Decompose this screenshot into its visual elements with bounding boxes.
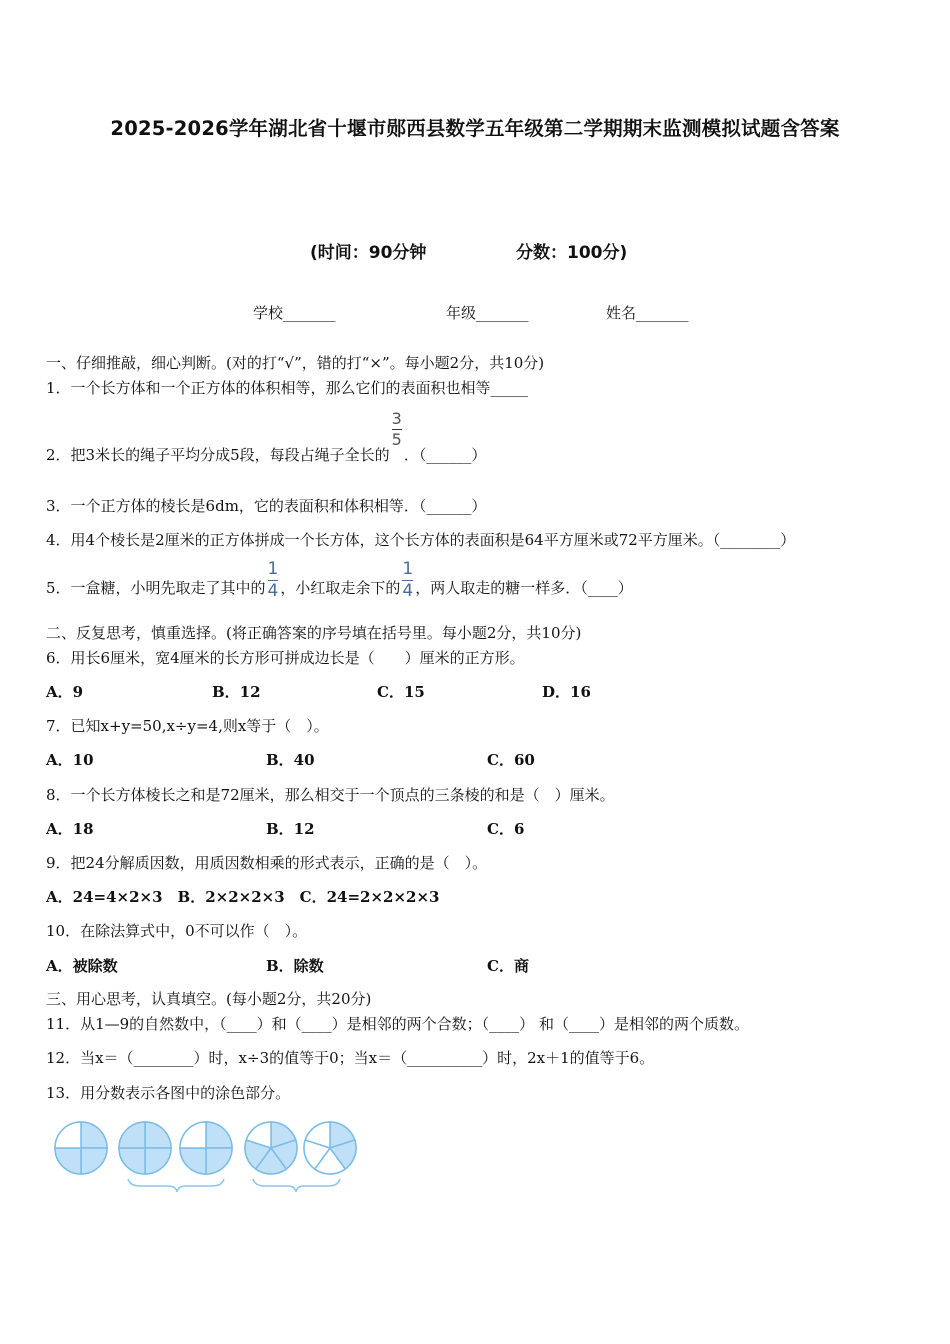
question-9-options: A．24=4×2×3 B．2×2×2×3 C．24=2×2×2×3 [46, 888, 440, 906]
question-6-option-a: A．9 [46, 683, 84, 701]
fraction-circle-5 [304, 1122, 356, 1174]
question-7-option-a: A．10 [46, 751, 94, 769]
section1-heading: 一、仔细推敲，细心判断。(对的打“√”，错的打“×”。每小题2分，共10分) [46, 354, 545, 372]
exam-time: (时间：90分钟 [310, 243, 427, 263]
question-5-text-c: ，两人取走的糖一样多．（____） [415, 578, 633, 597]
question-6-option-d: D．16 [542, 683, 591, 701]
school-field: 学校_______ [253, 304, 336, 322]
shaded-sector [119, 1148, 145, 1174]
question-1: 1．一个长方体和一个正方体的体积相等，那么它们的表面积也相等_____ [46, 379, 529, 397]
shaded-sector [55, 1148, 81, 1174]
shaded-sector [145, 1122, 171, 1148]
question-5 [46, 561, 633, 600]
name-field: 姓名_______ [606, 304, 689, 322]
question-6-option-b: B．12 [212, 683, 261, 701]
question-10: 10．在除法算式中，0不可以作（ ）。 [46, 922, 308, 940]
shaded-sector [81, 1148, 107, 1174]
shaded-sector [81, 1122, 107, 1148]
circles-group [55, 1122, 356, 1174]
question-2-blank: ．（______） [403, 445, 487, 464]
question-10-option-a: A．被除数 [46, 957, 118, 975]
question-5-text-b: ，小红取走余下的 [280, 578, 401, 597]
question-8-option-b: B．12 [266, 820, 315, 838]
fraction-numerator: 1 [267, 559, 279, 579]
fraction-numerator: 1 [402, 559, 414, 579]
fraction-3-5 [392, 411, 402, 448]
shaded-sector [206, 1122, 232, 1148]
fraction-1-4-b [402, 561, 413, 600]
question-7-option-b: B．40 [266, 751, 315, 769]
fraction-1-4-a [268, 561, 279, 600]
shaded-sector [145, 1148, 171, 1174]
fraction-circle-2 [119, 1122, 171, 1174]
brace-right [253, 1179, 340, 1192]
question-2 [46, 409, 487, 464]
exam-score: 分数：100分) [516, 243, 628, 263]
grade-field: 年级_______ [446, 304, 529, 322]
fraction-denominator: 4 [402, 581, 414, 601]
page-title: 2025-2026学年湖北省十堰市郧西县数学五年级第二学期期末监测模拟试题含答案 [110, 117, 840, 140]
question-7: 7．已知x+y=50,x÷y=4,则x等于（ ）。 [46, 717, 329, 735]
fraction-circle-3 [180, 1122, 232, 1174]
section2-heading: 二、反复思考，慎重选择。(将正确答案的序号填在括号里。每小题2分，共10分) [46, 624, 582, 642]
question-8-option-a: A．18 [46, 820, 94, 838]
fraction-denominator: 4 [267, 581, 279, 601]
question-10-option-b: B．除数 [266, 957, 324, 975]
question-9: 9．把24分解质因数，用质因数相乘的形式表示，正确的是（ ）。 [46, 854, 488, 872]
question-2-text: 2．把3米长的绳子平均分成5段，每段占绳子全长的 [46, 445, 390, 464]
question-3: 3．一个正方体的棱长是6dm，它的表面积和体积相等．（______） [46, 497, 487, 515]
fraction-circles-figure [40, 1110, 380, 1200]
brace-left [128, 1179, 224, 1192]
question-10-option-c: C．商 [487, 957, 529, 975]
shaded-sector [119, 1122, 145, 1148]
question-6: 6．用长6厘米，宽4厘米的长方形可拼成边长是（ ）厘米的正方形。 [46, 649, 525, 667]
question-6-option-c: C．15 [377, 683, 425, 701]
fraction-circle-4 [245, 1122, 297, 1174]
question-5-text-a: 5．一盒糖，小明先取走了其中的 [46, 578, 266, 597]
question-7-option-c: C．60 [487, 751, 535, 769]
question-12: 12．当x＝（________）时，x÷3的值等于0；当x＝（__________）时，2x＋1的值等于6。 [46, 1049, 655, 1067]
fraction-denominator: 5 [391, 430, 402, 449]
question-11: 11．从1—9的自然数中，（____）和（____）是相邻的两个合数；（____） 和（____）是相邻的两个质数。 [46, 1015, 749, 1033]
question-4: 4．用4个棱长是2厘米的正方体拼成一个长方体，这个长方体的表面积是64平方厘米或72平方厘米。（________） [46, 531, 796, 549]
question-13: 13．用分数表示各图中的涂色部分。 [46, 1084, 291, 1102]
fraction-numerator: 3 [391, 409, 402, 428]
question-8-option-c: C．6 [487, 820, 525, 838]
fraction-circle-1 [55, 1122, 107, 1174]
unshaded-sector [55, 1122, 81, 1148]
unshaded-sector [180, 1122, 206, 1148]
section3-heading: 三、用心思考，认真填空。(每小题2分，共20分) [46, 990, 372, 1008]
shaded-sector [206, 1148, 232, 1174]
shaded-sector [180, 1148, 206, 1174]
question-8: 8．一个长方体棱长之和是72厘米，那么相交于一个顶点的三条棱的和是（ ）厘米。 [46, 786, 615, 804]
